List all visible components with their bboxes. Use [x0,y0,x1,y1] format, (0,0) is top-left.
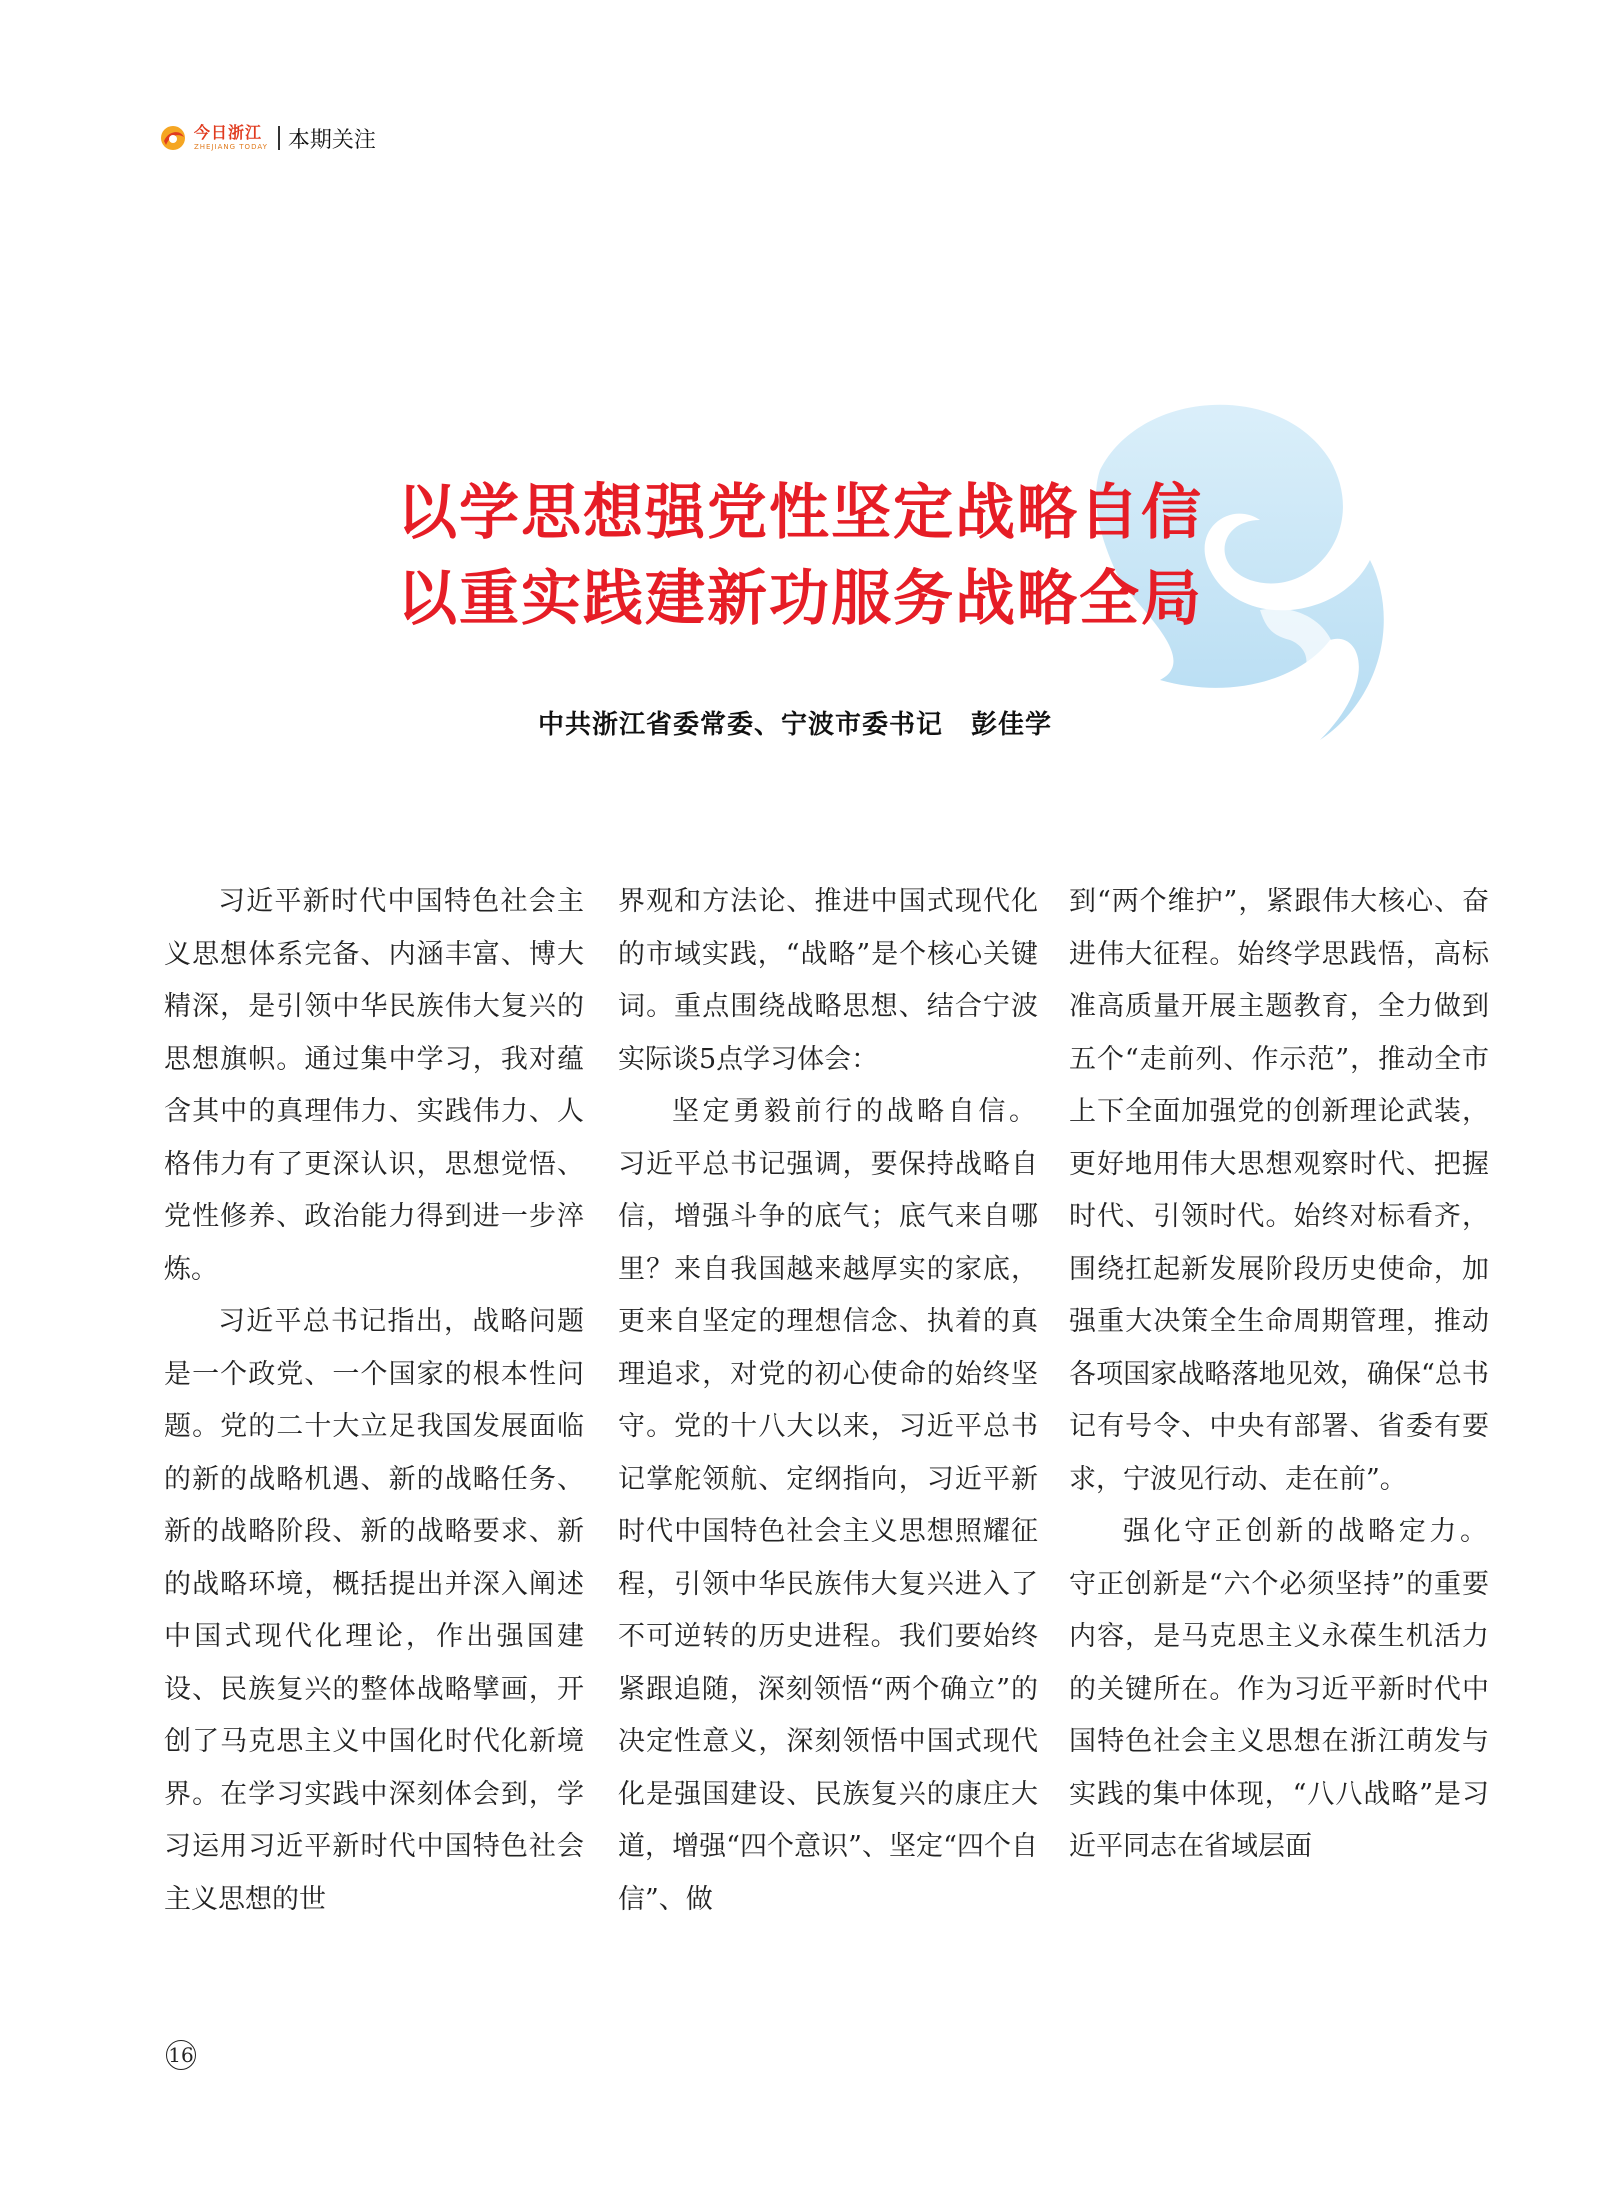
paragraph: 习近平新时代中国特色社会主义思想体系完备、内涵丰富、博大精深，是引领中华民族伟大复兴的思想旗帜。通过集中学习，我对蕴含其中的真理伟力、实践伟力、人格伟力有了更深认识，思想觉悟、党性修养、政治能力得到进一步淬炼。 [164,886,584,1285]
paragraph-body: 习近平总书记强调，要保持战略自信，增强斗争的底气；底气来自哪里？来自我国越来越厚实的家底，更来自坚定的理想信念、执着的真理追求，对党的初心使命的始终坚守。党的十八大以来，习近平总书记掌舵领航、定纲指向，习近平新时代中国特色社会主义思想照耀征程，引领中华民族伟大复兴进入了不可逆转的历史进程。我们要始终紧跟追随，深刻领悟“两个确立”的决定性意义，深刻领悟中国式现代化是强国建设、民族复兴的康庄大道，增强“四个意识”、坚定“四个自信”、做 [618,1148,1038,1915]
paragraph: 到“两个维护”，紧跟伟大核心、奋进伟大征程。始终学思践悟，高标准高质量开展主题教育，全力做到五个“走前列、作示范”，推动全市上下全面加强党的创新理论武装，更好地用伟大思想观察时代、把握时代、引领时代。始终对标看齐，围绕扛起新发展阶段历史使命，加强重大决策全生命周期管理，推动各项国家战略落地见效，确保“总书记有号令、中央有部署、省委有要求，宁波见行动、走在前”。 [1069,886,1489,1495]
body-column-1 [164,876,584,1926]
section-lead: 坚定勇毅前行的战略自信。 [672,1096,1038,1127]
paragraph [1069,1506,1489,1874]
logo-chinese: 今日浙江 [194,123,263,142]
section-label: 本期关注 [287,127,376,153]
logo-english: ZHEJIANG TODAY [194,143,268,151]
section-lead: 强化守正创新的战略定力。 [1123,1516,1489,1547]
page-number: 16 [166,2040,196,2070]
logo-swirl-icon [158,123,188,153]
article-title [0,470,1600,642]
author-byline [538,704,1052,741]
paragraph: 界观和方法论、推进中国式现代化的市域实践，“战略”是个核心关键词。重点围绕战略思想、结合宁波实际谈5点学习体会： [618,886,1038,1075]
logo-text [194,125,268,151]
publication-logo [158,123,268,153]
title-line-1: 以学思想强党性坚定战略自信 [397,478,1203,548]
author-title: 中共浙江省委常委、宁波市委书记 [538,710,944,740]
header-divider [278,126,280,150]
body-column-2 [618,876,1038,1926]
author-name: 彭佳学 [971,710,1053,740]
body-column-3 [1069,876,1489,1874]
paragraph-body: 守正创新是“六个必须坚持”的重要内容，是马克思主义永葆生机活力的关键所在。作为习近平新时代中国特色社会主义思想在浙江萌发与实践的集中体现，“八八战略”是习近平同志在省域层面 [1069,1568,1489,1862]
page-header [158,118,376,158]
paragraph: 习近平总书记指出，战略问题是一个政党、一个国家的根本性问题。党的二十大立足我国发展面临的新的战略机遇、新的战略任务、新的战略阶段、新的战略要求、新的战略环境，概括提出并深入阐述中国式现代化理论，作出强国建设、民族复兴的整体战略擘画，开创了马克思主义中国化时代化新境界。在学习实践中深刻体会到，学习运用习近平新时代中国特色社会主义思想的世 [164,1306,584,1915]
title-line-2: 以重实践建新功服务战略全局 [397,564,1203,634]
paragraph [618,1086,1038,1926]
